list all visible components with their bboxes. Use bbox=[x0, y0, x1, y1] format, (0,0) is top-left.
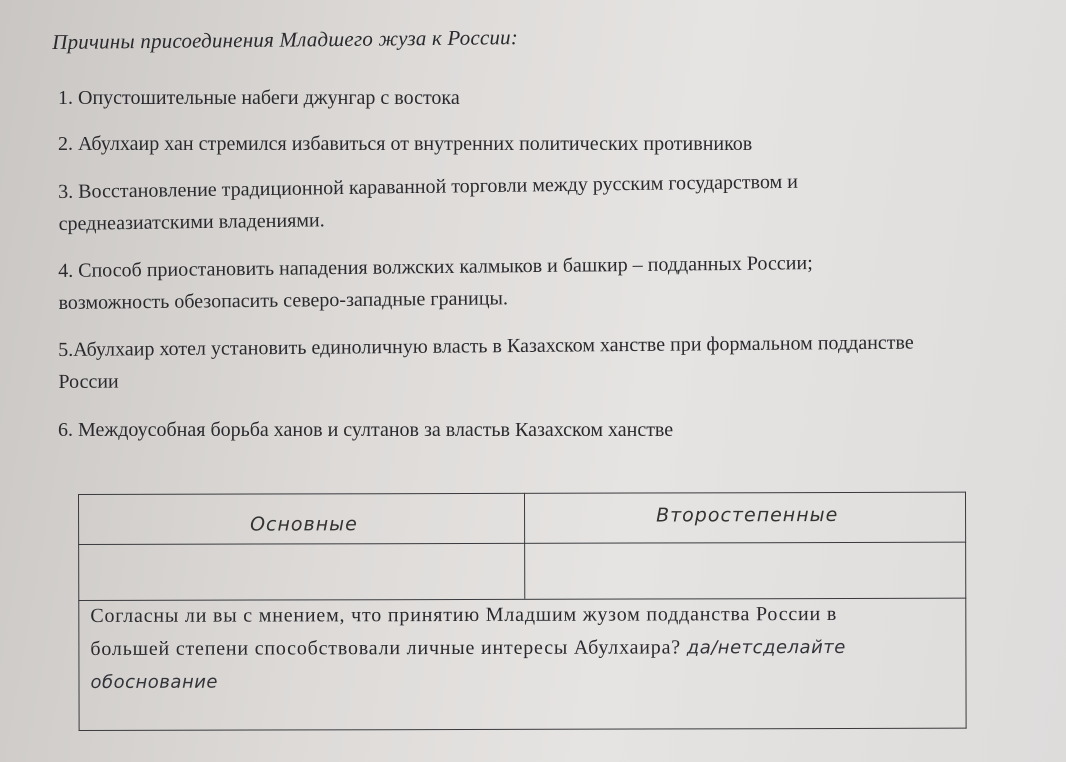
list-item-line: 1. Опустошительные набеги джунгар с востока bbox=[58, 87, 460, 109]
table-border-left bbox=[78, 494, 80, 731]
list-item-line: 3. Восстановление традиционной караванной торговли между русским государством и bbox=[58, 170, 799, 203]
list-item bbox=[58, 327, 914, 398]
table-border-bottom bbox=[79, 728, 967, 731]
list-item-line: 4. Способ приостановить нападения волжских калмыков и башкир – подданных России; bbox=[58, 252, 813, 282]
list-item-line: 6. Междоусобная борьба ханов и султанов за властьв Казахском ханстве bbox=[58, 419, 674, 441]
table-row-divider bbox=[78, 542, 966, 545]
question-text bbox=[90, 598, 960, 699]
page-title: Причины присоединения Младшего жуза к России: bbox=[52, 25, 519, 54]
list-item-line: 2. Абулхаир хан стремился избавиться от внутренних политических противников bbox=[58, 133, 753, 155]
handwritten-answer: да/нет bbox=[686, 637, 753, 659]
list-item-line: среднеазиатскими владениями. bbox=[58, 209, 325, 235]
list-item bbox=[58, 166, 799, 240]
list-item-line: 5.Абулхаир хотел установить единоличную власть в Казахском ханстве при формальном подданстве bbox=[58, 331, 914, 361]
question-line bbox=[90, 631, 960, 666]
question-line: Согласны ли вы с мнением, что принятию Младшим жузом подданства России в bbox=[90, 603, 838, 627]
list-item bbox=[58, 82, 460, 114]
column-header-main: Основные bbox=[250, 513, 358, 536]
handwritten-instruction-cont: обоснование bbox=[90, 671, 219, 693]
question-printed: большей степени способствовали личные интересы Абулхаира? bbox=[90, 636, 681, 660]
list-item bbox=[58, 414, 673, 446]
table-border-right bbox=[965, 492, 967, 729]
list-item bbox=[58, 128, 752, 160]
list-item-line: России bbox=[58, 370, 119, 393]
column-header-secondary: Второстепенные bbox=[656, 504, 839, 527]
list-item bbox=[58, 247, 813, 319]
answer-table bbox=[78, 492, 967, 732]
list-item-line: возможность обезопасить северо-западные границы. bbox=[58, 287, 509, 314]
table-border-top bbox=[78, 492, 966, 495]
table-column-divider bbox=[524, 493, 525, 599]
handwritten-instruction: сделайте bbox=[752, 636, 846, 659]
